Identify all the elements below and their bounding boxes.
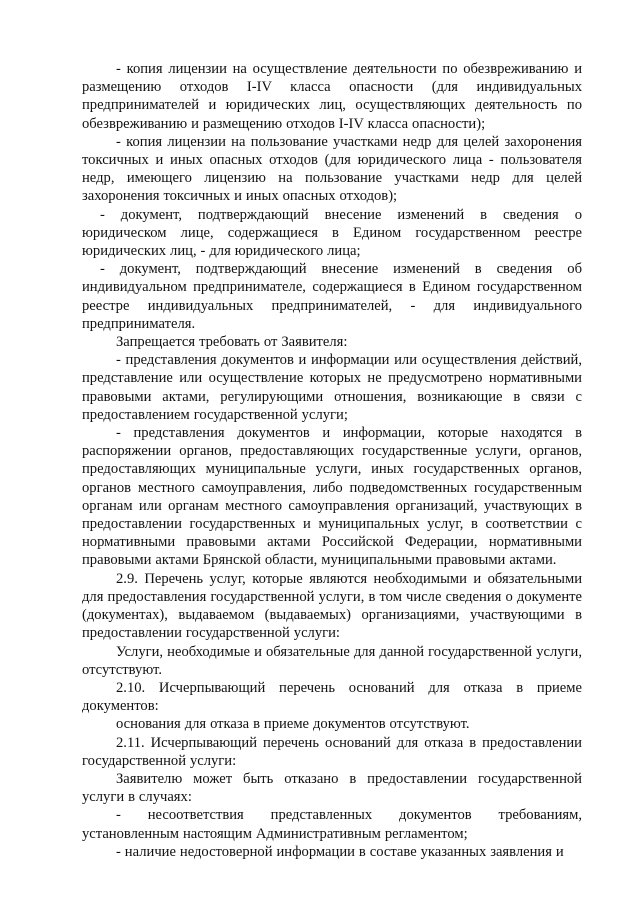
paragraph-entrepreneur-registry: - документ, подтверждающий внесение изменений в сведения об индивидуальном предпринимателе, содержащиеся в Едином государственном реестре индивидуальных предпринимателей, - для индивидуального предпринимателя. bbox=[82, 261, 582, 332]
paragraph-section-2-11: 2.11. Исчерпывающий перечень оснований для отказа в предоставлении государственной услуги: bbox=[82, 734, 582, 769]
paragraph-license-waste: - копия лицензии на осуществление деятельности по обезвреживанию и размещению отходов I-IV класса опасности (для индивидуальных предпринимателей и юридических лиц, осуществляющих деятельность по обезвреживанию и размещению отходов I-IV класса опасности); bbox=[82, 61, 582, 132]
paragraph-prohibited-documents: - представления документов и информации, которые находятся в распоряжении органов, предоставляющих государственные услуги, органов, предоставляющих муниципальные услуги, иных государственных органов, органов местного самоуправления, либо подведомственных государственным органам или органам местного самоуправления организаций, участвующих в предоставлении государственных и муниципальных услуг, в соответствии с нормативными правовыми актами Российской Федерации, нормативными правовыми актами Брянской области, муниципальными правовыми актами. bbox=[82, 425, 582, 569]
paragraph-inaccurate-information: - наличие недостоверной информации в составе указанных заявления и bbox=[116, 843, 564, 860]
document-page bbox=[82, 60, 582, 861]
paragraph-legal-entity-registry: - документ, подтверждающий внесение изменений в сведения о юридическом лице, содержащиеся в Едином государственном реестре юридических лиц, - для юридического лица; bbox=[82, 206, 582, 260]
paragraph-prohibited-heading: Запрещается требовать от Заявителя: bbox=[116, 334, 348, 351]
paragraph-section-2-9: 2.9. Перечень услуг, которые являются необходимыми и обязательными для предоставления государственной услуги, в том числе сведения о документе (документах), выдаваемом (выдаваемых) организациями, участвующими в предоставлении государственной услуги: bbox=[82, 570, 582, 642]
paragraph-prohibited-actions: - представления документов и информации или осуществления действий, представление или осуществление которых не предусмотрено нормативными правовыми актами, регулирующими отношения, возникающие в связи с предоставлением государственной услуги; bbox=[82, 352, 582, 423]
paragraph-section-2-10: 2.10. Исчерпывающий перечень оснований для отказа в приеме документов: bbox=[82, 679, 582, 715]
paragraph-license-subsoil: - копия лицензии на пользование участками недр для целей захоронения токсичных и иных опасных отходов (для юридического лица - пользователя недр, имеющего лицензию на пользование участками недр для целей захоронения токсичных и иных опасных отходов); bbox=[82, 133, 582, 205]
paragraph-refusal-cases: Заявителю может быть отказано в предоставлении государственной услуги в случаях: bbox=[82, 770, 582, 806]
paragraph-no-grounds-refusal: основания для отказа в приеме документов отсутствуют. bbox=[116, 716, 470, 733]
paragraph-services-absent: Услуги, необходимые и обязательные для данной государственной услуги, отсутствуют. bbox=[82, 643, 582, 678]
paragraph-mismatch-requirements: - несоответствия представленных документов требованиям, установленным настоящим Административным регламентом; bbox=[82, 807, 582, 842]
